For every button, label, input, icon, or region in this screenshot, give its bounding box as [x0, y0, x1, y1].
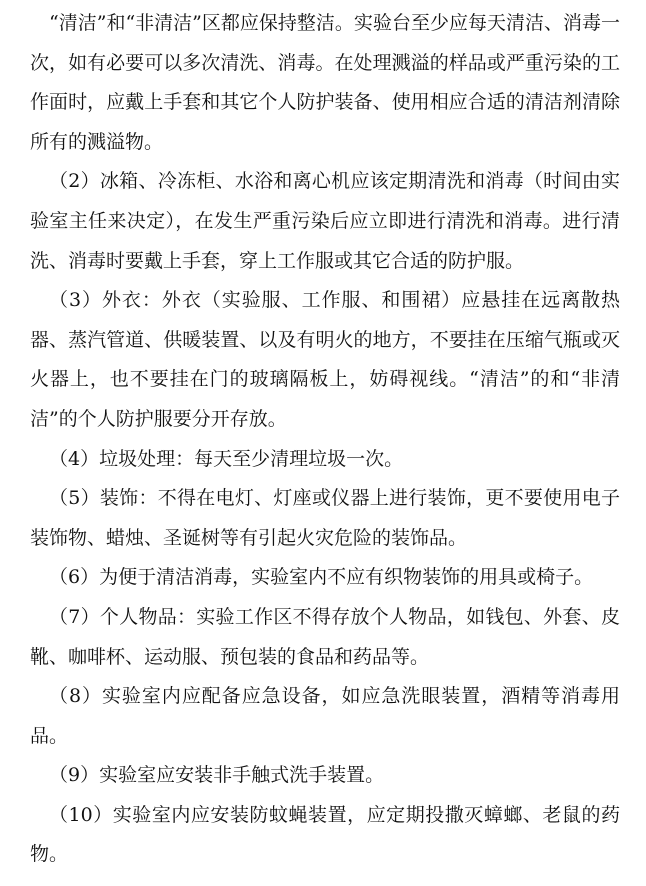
- paragraph-item-6-furniture: （6）为便于清洁消毒，实验室内不应有织物装饰的用具或椅子。: [49, 566, 594, 589]
- paragraph-cleaning-areas: “清洁”和“非清洁”区都应保持整洁。实验台至少应每天清洁、消毒一次，如有必要可以多次清洗、消毒。在处理溅溢的样品或严重污染的工作面时，应戴上手套和其它个人防护装备、使用相应合适的清洁剂清除所有的溅溢物。: [30, 12, 620, 153]
- paragraph-item-2-equipment: （2）冰箱、冷冻柜、水浴和离心机应该定期清洗和消毒（时间由实验室主任来决定），在发生严重污染后应立即进行清洗和消毒。进行清洗、消毒时要戴上手套，穿上工作服或其它合适的防护服。: [30, 170, 620, 272]
- paragraph-item-9-handwash: （9）实验室应安装非手触式洗手装置。: [49, 764, 385, 787]
- paragraph-item-4-waste: （4）垃圾处理：每天至少清理垃圾一次。: [49, 447, 404, 470]
- paragraph-item-10-pest-control: （10）实验室内应安装防蚊蝇装置，应定期投撒灭蟑螂、老鼠的药物。: [30, 803, 620, 866]
- paragraph-item-5-decoration: （5）装饰：不得在电灯、灯座或仪器上进行装饰，更不要使用电子装饰物、蜡烛、圣诞树等有引起火灾危险的装饰品。: [30, 487, 620, 549]
- paragraph-item-8-emergency: （8）实验室内应配备应急设备，如应急洗眼装置，酒精等消毒用品。: [30, 685, 620, 747]
- paragraph-item-3-outerwear: （3）外衣：外衣（实验服、工作服、和围裙）应悬挂在远离散热器、蒸汽管道、供暖装置、以及有明火的地方，不要挂在压缩气瓶或灭火器上，也不要挂在门的玻璃隔板上，妨碍视线。“清洁”的和“非清洁”的个人防护服要分开存放。: [30, 289, 620, 430]
- paragraph-item-7-personal-items: （7）个人物品：实验工作区不得存放个人物品，如钱包、外套、皮靴、咖啡杯、运动服、预包装的食品和药品等。: [30, 605, 620, 668]
